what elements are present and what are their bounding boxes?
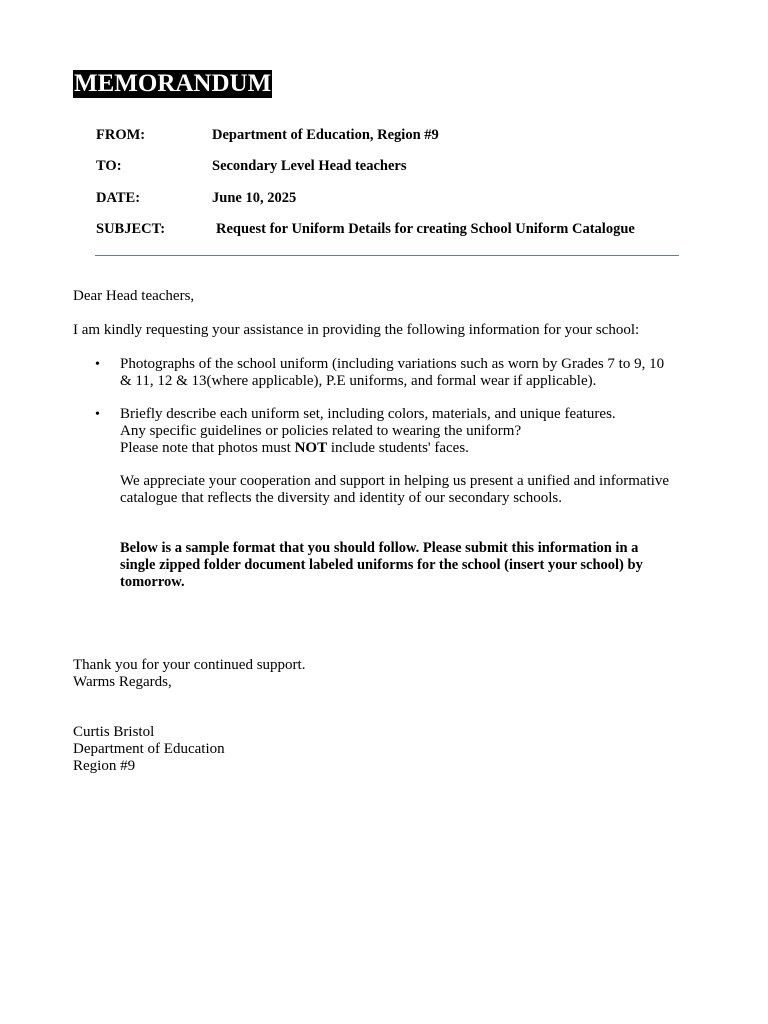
closing-thanks: Thank you for your continued support. bbox=[73, 657, 306, 673]
photo-note bbox=[120, 440, 469, 457]
bullet-icon: • bbox=[95, 407, 100, 422]
to-value: Secondary Level Head teachers bbox=[212, 158, 407, 174]
header-divider bbox=[95, 255, 679, 256]
date-label: DATE: bbox=[96, 190, 141, 206]
bullet1-line1: Photographs of the school uniform (including variations such as worn by Grades 7 to 9, 10 bbox=[120, 356, 665, 372]
signatory-department: Department of Education bbox=[73, 741, 225, 757]
memo-title: MEMORANDUM bbox=[74, 70, 272, 97]
bullet-icon: • bbox=[95, 357, 100, 372]
header-date-row bbox=[96, 188, 696, 208]
header-to-row bbox=[96, 156, 696, 176]
subject-label: SUBJECT: bbox=[96, 221, 166, 237]
appreciation-line2: catalogue that reflects the diversity and identity of our secondary schools. bbox=[120, 490, 562, 506]
bullet2-line2: Any specific guidelines or policies related to wearing the uniform? bbox=[120, 423, 522, 439]
instruction-line3: tomorrow. bbox=[120, 574, 185, 590]
signatory-region: Region #9 bbox=[73, 758, 136, 774]
instruction-line2: single zipped folder document labeled uniforms for the school (insert your school) by bbox=[120, 557, 643, 573]
from-label: FROM: bbox=[96, 127, 146, 143]
intro-paragraph: I am kindly requesting your assistance in providing the following information for your school: bbox=[73, 322, 640, 338]
closing-regards: Warms Regards, bbox=[73, 674, 172, 690]
appreciation-line1: We appreciate your cooperation and support in helping us present a unified and informative bbox=[120, 473, 670, 489]
bullet1-line2: & 11, 12 & 13(where applicable), P.E uniforms, and formal wear if applicable). bbox=[120, 373, 597, 389]
date-value: June 10, 2025 bbox=[212, 190, 297, 206]
photo-note-emphasis: NOT bbox=[294, 440, 328, 456]
instruction-line1: Below is a sample format that you should follow. Please submit this information in a bbox=[120, 540, 639, 556]
subject-value: Request for Uniform Details for creating School Uniform Catalogue bbox=[216, 221, 635, 237]
salutation: Dear Head teachers, bbox=[73, 288, 195, 304]
header-subject-row bbox=[96, 219, 696, 239]
from-value: Department of Education, Region #9 bbox=[212, 127, 439, 143]
instruction-paragraph bbox=[120, 540, 690, 591]
signatory-name: Curtis Bristol bbox=[73, 724, 155, 740]
bullet2-line1: Briefly describe each uniform set, including colors, materials, and unique features. bbox=[120, 406, 616, 422]
photo-note-prefix: Please note that photos must bbox=[120, 440, 295, 456]
header-from-row bbox=[96, 125, 696, 145]
photo-note-suffix: include students' faces. bbox=[327, 440, 469, 456]
to-label: TO: bbox=[96, 158, 122, 174]
